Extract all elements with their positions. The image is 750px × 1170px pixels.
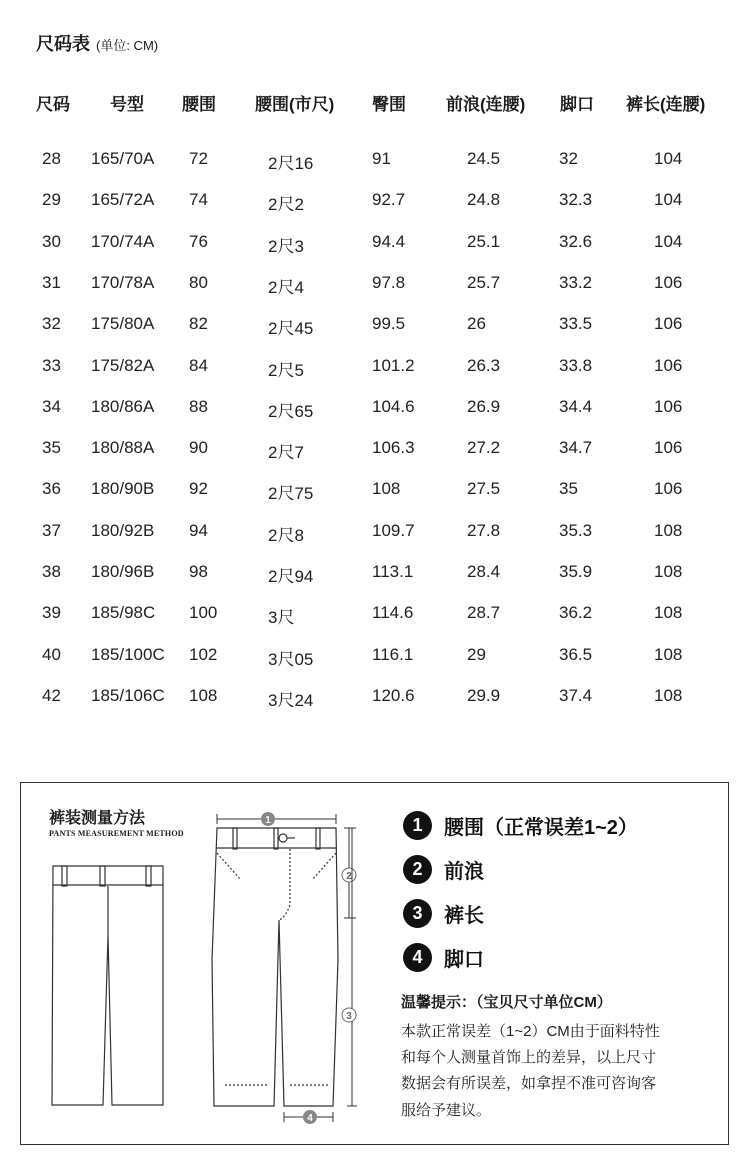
cell-waist: 98 xyxy=(189,562,208,581)
cell-waist-shichi: 3尺24 xyxy=(268,691,314,710)
cell-waist: 94 xyxy=(189,521,208,540)
cell-waist-shichi: 2尺5 xyxy=(268,361,304,380)
cell-waist-shichi: 2尺2 xyxy=(268,195,304,214)
cell-waist-shichi: 2尺65 xyxy=(268,402,314,421)
column-header-waist-shichi: 腰围(市尺) xyxy=(255,95,335,114)
method-subtitle: PANTS MEASUREMENT METHOD xyxy=(49,829,184,838)
cell-hem: 34.7 xyxy=(559,438,593,457)
cell-front-rise: 27.2 xyxy=(467,438,501,457)
cell-waist: 84 xyxy=(189,356,208,375)
legend-number-4-icon: 4 xyxy=(403,943,432,972)
svg-text:2: 2 xyxy=(346,871,352,882)
cell-front-rise: 29.9 xyxy=(467,686,501,705)
cell-length: 108 xyxy=(654,562,683,581)
legend-length xyxy=(403,898,484,928)
cell-hip: 104.6 xyxy=(372,397,415,416)
cell-length: 108 xyxy=(654,645,683,664)
column-header-length: 裤长(连腰) xyxy=(626,95,706,114)
cell-front-rise: 24.8 xyxy=(467,190,501,209)
cell-hip: 91 xyxy=(372,149,391,168)
cell-waist: 82 xyxy=(189,314,208,333)
method-title: 裤装测量方法 xyxy=(49,810,146,827)
cell-waist: 74 xyxy=(189,190,208,209)
cell-length: 108 xyxy=(654,686,683,705)
cell-front-rise: 25.1 xyxy=(467,232,501,251)
note-line: 和每个人测量首饰上的差异，以上尺寸 xyxy=(401,1049,657,1066)
column-header-hip: 臀围 xyxy=(372,95,406,114)
cell-length: 108 xyxy=(654,603,683,622)
cell-waist-shichi: 3尺 xyxy=(268,608,295,627)
cell-length: 106 xyxy=(654,397,683,416)
note-line: 服给予建议。 xyxy=(401,1102,492,1119)
column-header-waist: 腰围 xyxy=(182,95,216,114)
cell-waist: 80 xyxy=(189,273,208,292)
cell-hip: 108 xyxy=(372,479,401,498)
cell-hip: 94.4 xyxy=(372,232,406,251)
cell-front-rise: 28.4 xyxy=(467,562,501,581)
cell-front-rise: 29 xyxy=(467,645,486,664)
marker-4-icon xyxy=(303,1110,317,1124)
cell-front-rise: 26.9 xyxy=(467,397,501,416)
cell-model: 165/72A xyxy=(91,190,155,209)
cell-hip: 116.1 xyxy=(372,645,414,664)
cell-length: 106 xyxy=(654,314,683,333)
cell-waist-shichi: 2尺45 xyxy=(268,319,314,338)
cell-hem: 36.2 xyxy=(559,603,593,622)
cell-length: 104 xyxy=(654,232,683,251)
cell-waist-shichi: 2尺75 xyxy=(268,484,314,503)
cell-waist: 88 xyxy=(189,397,208,416)
cell-model: 175/82A xyxy=(91,356,155,375)
cell-hem: 32 xyxy=(559,149,578,168)
cell-waist: 100 xyxy=(189,603,218,622)
cell-hem: 36.5 xyxy=(559,645,593,664)
cell-size: 31 xyxy=(42,273,61,292)
svg-text:4: 4 xyxy=(307,1113,313,1124)
cell-waist-shichi: 2尺94 xyxy=(268,567,314,586)
cell-length: 108 xyxy=(654,521,683,540)
cell-hem: 32.3 xyxy=(559,190,593,209)
waist-measure-line xyxy=(217,814,336,824)
cell-model: 180/92B xyxy=(91,521,155,540)
cell-hem: 35.9 xyxy=(559,562,593,581)
cell-waist: 92 xyxy=(189,479,208,498)
cell-waist: 102 xyxy=(189,645,218,664)
cell-front-rise: 28.7 xyxy=(467,603,501,622)
cell-model: 165/70A xyxy=(91,149,155,168)
pants-front-view xyxy=(212,828,338,1106)
cell-waist-shichi: 2尺8 xyxy=(268,526,304,545)
cell-hem: 35 xyxy=(559,479,578,498)
marker-3-icon xyxy=(342,1008,356,1022)
cell-hem: 32.6 xyxy=(559,232,593,251)
cell-size: 42 xyxy=(42,686,61,705)
cell-model: 180/86A xyxy=(91,397,155,416)
cell-size: 32 xyxy=(42,314,61,333)
cell-hip: 109.7 xyxy=(372,521,415,540)
cell-hem: 33.8 xyxy=(559,356,593,375)
legend-rise xyxy=(403,854,484,884)
cell-hip: 97.8 xyxy=(372,273,406,292)
marker-2-icon xyxy=(342,868,356,882)
cell-waist: 90 xyxy=(189,438,208,457)
cell-hem: 37.4 xyxy=(559,686,593,705)
cell-length: 106 xyxy=(654,479,683,498)
cell-waist-shichi: 2尺16 xyxy=(268,154,314,173)
cell-front-rise: 27.5 xyxy=(467,479,501,498)
cell-front-rise: 24.5 xyxy=(467,149,501,168)
note-line: 数据会有所误差，如拿捏不准可咨询客 xyxy=(401,1075,657,1092)
cell-model: 185/100C xyxy=(91,645,165,664)
legend-waist xyxy=(403,810,638,840)
cell-waist: 72 xyxy=(189,149,208,168)
legend-hem xyxy=(403,942,484,972)
cell-model: 180/90B xyxy=(91,479,155,498)
cell-waist: 76 xyxy=(189,232,208,251)
cell-model: 180/96B xyxy=(91,562,155,581)
cell-model: 180/88A xyxy=(91,438,155,457)
cell-front-rise: 25.7 xyxy=(467,273,501,292)
cell-hem: 33.2 xyxy=(559,273,593,292)
cell-hem: 35.3 xyxy=(559,521,593,540)
cell-size: 40 xyxy=(42,645,61,664)
cell-model: 185/106C xyxy=(91,686,165,705)
cell-front-rise: 27.8 xyxy=(467,521,501,540)
cell-model: 175/80A xyxy=(91,314,155,333)
cell-size: 39 xyxy=(42,603,61,622)
cell-waist: 108 xyxy=(189,686,218,705)
cell-size: 34 xyxy=(42,397,61,416)
legend-label: 腰围（正常误差1~2） xyxy=(444,816,638,839)
cell-front-rise: 26 xyxy=(467,314,486,333)
column-header-size: 尺码 xyxy=(36,95,70,114)
cell-waist-shichi: 2尺7 xyxy=(268,443,304,462)
cell-waist-shichi: 2尺3 xyxy=(268,237,304,256)
svg-text:1: 1 xyxy=(265,815,271,826)
cell-waist-shichi: 2尺4 xyxy=(268,278,304,297)
cell-hip: 113.1 xyxy=(372,562,414,581)
waist-button xyxy=(279,834,295,842)
legend-number-2-icon: 2 xyxy=(403,855,432,884)
cell-length: 104 xyxy=(654,149,683,168)
cell-size: 33 xyxy=(42,356,61,375)
cell-hip: 120.6 xyxy=(372,686,415,705)
cell-model: 185/98C xyxy=(91,603,156,622)
note-line: 本款正常误差（1~2）CM由于面料特性 xyxy=(401,1023,660,1040)
column-header-model: 号型 xyxy=(110,95,144,114)
unit-label: (单位: CM) xyxy=(96,38,159,53)
note-title: 温馨提示：（宝贝尺寸单位CM） xyxy=(401,994,612,1011)
cell-length: 106 xyxy=(654,356,683,375)
svg-text:3: 3 xyxy=(346,1011,352,1022)
legend-label: 裤长 xyxy=(444,904,484,927)
cell-front-rise: 26.3 xyxy=(467,356,501,375)
cell-hip: 114.6 xyxy=(372,603,414,622)
cell-size: 29 xyxy=(42,190,61,209)
title-text: 尺码表 xyxy=(36,34,90,54)
cell-size: 28 xyxy=(42,149,61,168)
cell-hip: 101.2 xyxy=(372,356,415,375)
legend-label: 脚口 xyxy=(444,948,484,971)
legend-number-1-icon: 1 xyxy=(403,811,432,840)
cell-model: 170/74A xyxy=(91,232,155,251)
column-header-hem: 脚口 xyxy=(560,95,594,114)
cell-size: 35 xyxy=(42,438,61,457)
pants-back-view xyxy=(52,866,163,1105)
legend-number-3-icon: 3 xyxy=(403,899,432,928)
marker-1-icon xyxy=(261,812,275,826)
cell-length: 104 xyxy=(654,190,683,209)
cell-waist-shichi: 3尺05 xyxy=(268,650,314,669)
cell-length: 106 xyxy=(654,438,683,457)
cell-hip: 106.3 xyxy=(372,438,415,457)
legend-label: 前浪 xyxy=(444,860,484,883)
cell-size: 37 xyxy=(42,521,61,540)
cell-hem: 34.4 xyxy=(559,397,593,416)
cell-hip: 92.7 xyxy=(372,190,406,209)
cell-size: 30 xyxy=(42,232,61,251)
cell-length: 106 xyxy=(654,273,683,292)
cell-size: 36 xyxy=(42,479,61,498)
column-header-front-rise: 前浪(连腰) xyxy=(446,95,526,114)
cell-size: 38 xyxy=(42,562,61,581)
cell-hip: 99.5 xyxy=(372,314,406,333)
cell-hem: 33.5 xyxy=(559,314,593,333)
cell-model: 170/78A xyxy=(91,273,155,292)
